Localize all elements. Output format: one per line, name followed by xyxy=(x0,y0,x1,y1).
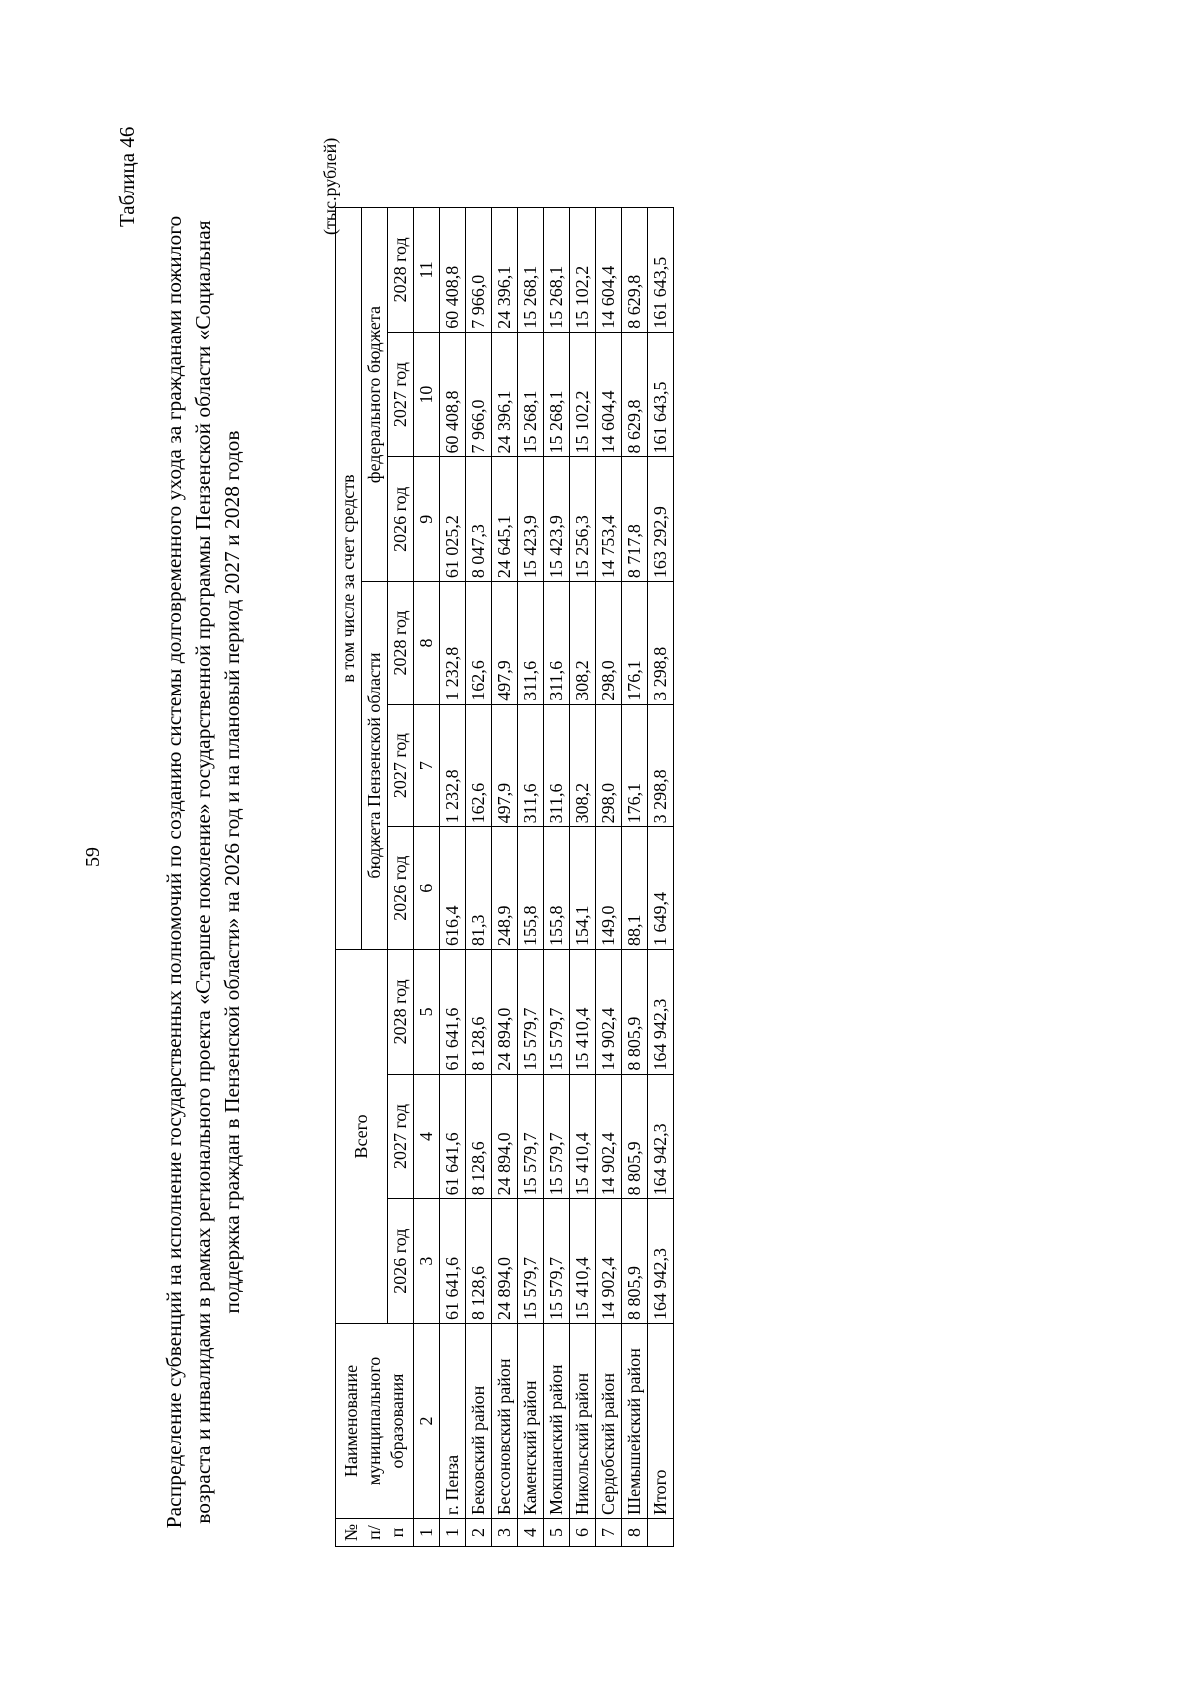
value-cell: 15 268,1 xyxy=(518,208,544,333)
value-cell: 163 292,9 xyxy=(648,457,674,582)
column-number: 1 xyxy=(414,1519,440,1547)
table-row xyxy=(518,208,544,1547)
value-cell: 311,6 xyxy=(544,704,570,827)
table-row xyxy=(648,208,674,1547)
row-number: 3 xyxy=(492,1519,518,1547)
value-cell: 155,8 xyxy=(518,827,544,950)
value-cell: 15 410,4 xyxy=(570,1199,596,1324)
value-cell: 24 894,0 xyxy=(492,949,518,1074)
table-row xyxy=(622,208,648,1547)
value-cell: 15 268,1 xyxy=(518,332,544,457)
value-cell: 3 298,8 xyxy=(648,582,674,705)
header-year: 2027 год xyxy=(388,704,414,827)
value-cell: 616,4 xyxy=(440,827,466,950)
table-row xyxy=(596,208,622,1547)
value-cell: 15 102,2 xyxy=(570,208,596,333)
value-cell: 14 604,4 xyxy=(596,208,622,333)
header-year: 2026 год xyxy=(388,1199,414,1324)
table-number: Таблица 46 xyxy=(115,126,139,227)
value-cell: 164 942,3 xyxy=(648,1199,674,1324)
table-row xyxy=(466,208,492,1547)
value-cell: 308,2 xyxy=(570,704,596,827)
column-number: 4 xyxy=(414,1074,440,1199)
row-number: 5 xyxy=(544,1519,570,1547)
column-number: 5 xyxy=(414,949,440,1074)
value-cell: 497,9 xyxy=(492,704,518,827)
page-number: 59 xyxy=(82,847,104,867)
municipality-name: Мокшанский район xyxy=(544,1324,570,1519)
value-cell: 8 805,9 xyxy=(622,1074,648,1199)
value-cell: 164 942,3 xyxy=(648,1074,674,1199)
value-cell: 15 268,1 xyxy=(544,208,570,333)
value-cell: 15 410,4 xyxy=(570,949,596,1074)
header-num: № п/п xyxy=(336,1519,414,1547)
header-regional: бюджета Пензенской области xyxy=(362,582,388,950)
header-year: 2027 год xyxy=(388,332,414,457)
value-cell: 8 717,8 xyxy=(622,457,648,582)
value-cell: 15 256,3 xyxy=(570,457,596,582)
value-cell: 8 629,8 xyxy=(622,332,648,457)
header-name: Наименование муниципального образования xyxy=(336,1324,414,1519)
value-cell: 61 641,6 xyxy=(440,949,466,1074)
column-number: 3 xyxy=(414,1199,440,1324)
value-cell: 311,6 xyxy=(518,582,544,705)
table-row xyxy=(544,208,570,1547)
header-including: в том числе за счет средств xyxy=(336,208,362,950)
value-cell: 24 894,0 xyxy=(492,1199,518,1324)
municipality-name: Бессоновский район xyxy=(492,1324,518,1519)
municipality-name: Никольский район xyxy=(570,1324,596,1519)
value-cell: 311,6 xyxy=(518,704,544,827)
column-number: 11 xyxy=(414,208,440,333)
row-number: 2 xyxy=(466,1519,492,1547)
value-cell: 15 579,7 xyxy=(518,1199,544,1324)
row-number xyxy=(648,1519,674,1547)
value-cell: 14 902,4 xyxy=(596,949,622,1074)
header-total: Всего xyxy=(336,949,388,1323)
row-number: 6 xyxy=(570,1519,596,1547)
value-cell: 8 805,9 xyxy=(622,1199,648,1324)
value-cell: 15 579,7 xyxy=(544,949,570,1074)
value-cell: 161 643,5 xyxy=(648,208,674,333)
value-cell: 8 128,6 xyxy=(466,949,492,1074)
municipality-name: г. Пенза xyxy=(440,1324,466,1519)
municipality-name: Каменский район xyxy=(518,1324,544,1519)
value-cell: 155,8 xyxy=(544,827,570,950)
value-cell: 162,6 xyxy=(466,582,492,705)
value-cell: 149,0 xyxy=(596,827,622,950)
value-cell: 15 102,2 xyxy=(570,332,596,457)
value-cell: 176,1 xyxy=(622,704,648,827)
header-year: 2028 год xyxy=(388,208,414,333)
value-cell: 24 396,1 xyxy=(492,332,518,457)
value-cell: 24 396,1 xyxy=(492,208,518,333)
value-cell: 24 894,0 xyxy=(492,1074,518,1199)
row-number: 4 xyxy=(518,1519,544,1547)
value-cell: 61 641,6 xyxy=(440,1074,466,1199)
value-cell: 14 902,4 xyxy=(596,1199,622,1324)
row-number: 1 xyxy=(440,1519,466,1547)
column-number: 7 xyxy=(414,704,440,827)
subvention-table xyxy=(335,207,674,1547)
column-number: 10 xyxy=(414,332,440,457)
value-cell: 298,0 xyxy=(596,704,622,827)
value-cell: 1 232,8 xyxy=(440,582,466,705)
value-cell: 164 942,3 xyxy=(648,949,674,1074)
table-title: Распределение субвенций на исполнение государственных полномочий по созданию системы долговременного ухода за гражданами пожилого возраста и инвалидами в рамках регионального проекта «Старшее поколение» государственной программы Пензенской области «Социальная поддержка граждан в Пензенской области» на 2026 год и на плановый период 2027 и 2028 годов xyxy=(162,215,244,1529)
header-year: 2027 год xyxy=(388,1074,414,1199)
value-cell: 15 579,7 xyxy=(544,1074,570,1199)
value-cell: 162,6 xyxy=(466,704,492,827)
value-cell: 176,1 xyxy=(622,582,648,705)
municipality-name: Шемышейский район xyxy=(622,1324,648,1519)
municipality-name: Бековский район xyxy=(466,1324,492,1519)
value-cell: 7 966,0 xyxy=(466,332,492,457)
value-cell: 8 128,6 xyxy=(466,1199,492,1324)
row-number: 8 xyxy=(622,1519,648,1547)
value-cell: 15 423,9 xyxy=(544,457,570,582)
header-year: 2028 год xyxy=(388,582,414,705)
value-cell: 15 579,7 xyxy=(544,1199,570,1324)
value-cell: 298,0 xyxy=(596,582,622,705)
value-cell: 248,9 xyxy=(492,827,518,950)
value-cell: 497,9 xyxy=(492,582,518,705)
value-cell: 1 649,4 xyxy=(648,827,674,950)
value-cell: 15 579,7 xyxy=(518,1074,544,1199)
value-cell: 14 604,4 xyxy=(596,332,622,457)
value-cell: 8 047,3 xyxy=(466,457,492,582)
header-federal: федерального бюджета xyxy=(362,208,388,582)
value-cell: 308,2 xyxy=(570,582,596,705)
column-number: 2 xyxy=(414,1324,440,1519)
value-cell: 1 232,8 xyxy=(440,704,466,827)
value-cell: 15 268,1 xyxy=(544,332,570,457)
value-cell: 154,1 xyxy=(570,827,596,950)
value-cell: 14 753,4 xyxy=(596,457,622,582)
value-cell: 15 579,7 xyxy=(518,949,544,1074)
value-cell: 24 645,1 xyxy=(492,457,518,582)
row-number: 7 xyxy=(596,1519,622,1547)
value-cell: 61 025,2 xyxy=(440,457,466,582)
value-cell: 161 643,5 xyxy=(648,332,674,457)
column-number: 9 xyxy=(414,457,440,582)
units-label: (тыс.рублей) xyxy=(320,137,340,235)
value-cell: 311,6 xyxy=(544,582,570,705)
value-cell: 60 408,8 xyxy=(440,332,466,457)
value-cell: 88,1 xyxy=(622,827,648,950)
value-cell: 60 408,8 xyxy=(440,208,466,333)
value-cell: 61 641,6 xyxy=(440,1199,466,1324)
header-year: 2028 год xyxy=(388,949,414,1074)
column-number: 6 xyxy=(414,827,440,950)
table-row xyxy=(492,208,518,1547)
table-row xyxy=(570,208,596,1547)
value-cell: 8 128,6 xyxy=(466,1074,492,1199)
value-cell: 3 298,8 xyxy=(648,704,674,827)
municipality-name: Сердобский район xyxy=(596,1324,622,1519)
header-year: 2026 год xyxy=(388,457,414,582)
column-number: 8 xyxy=(414,582,440,705)
header-year: 2026 год xyxy=(388,827,414,950)
municipality-name: Итого xyxy=(648,1324,674,1519)
value-cell: 8 629,8 xyxy=(622,208,648,333)
value-cell: 81,3 xyxy=(466,827,492,950)
value-cell: 7 966,0 xyxy=(466,208,492,333)
table-row xyxy=(440,208,466,1547)
value-cell: 15 410,4 xyxy=(570,1074,596,1199)
value-cell: 8 805,9 xyxy=(622,949,648,1074)
value-cell: 14 902,4 xyxy=(596,1074,622,1199)
value-cell: 15 423,9 xyxy=(518,457,544,582)
